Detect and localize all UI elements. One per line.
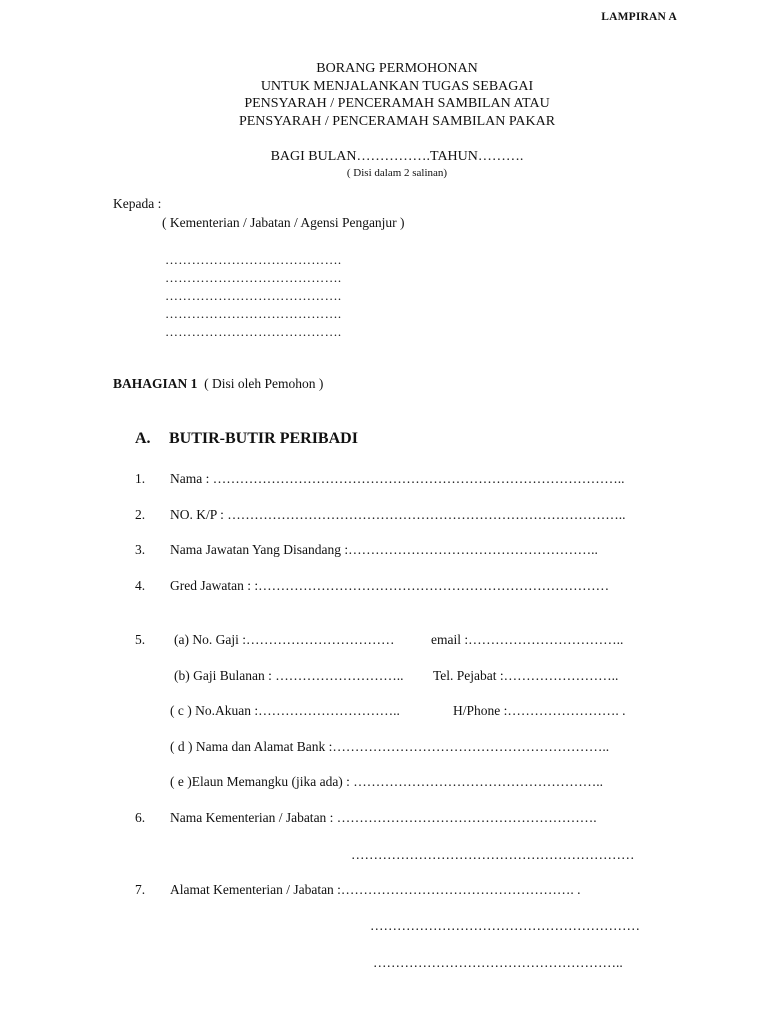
section-a-title: BUTIR-BUTIR PERIBADI [169,430,358,447]
address-blank-line[interactable]: …………………………………. [165,306,342,321]
title-line: UNTUK MENJALANKAN TUGAS SEBAGAI [260,78,534,94]
no-kp-field[interactable]: NO. K/P : …………………………………………………………………………….. [170,507,626,522]
alamat-kementerian-continuation[interactable]: ……………………………………………….. [373,955,623,970]
bank-field[interactable]: ( d ) Nama dan Alamat Bank :…………………………………………………….. [170,739,610,754]
month-year-line[interactable]: BAGI BULAN…………….TAHUN………. [270,149,524,164]
address-blank-lines [165,251,341,341]
bahagian-label: BAHAGIAN 1 [113,376,198,391]
item-number: 4. [135,578,146,593]
item-number: 2. [135,507,146,522]
nama-field[interactable]: Nama : ……………………………………………………………………………….. [170,471,625,486]
section-a-heading [135,430,358,448]
no-gaji-field[interactable]: (a) No. Gaji :…………………………… [174,632,395,647]
lampiran-label: LAMPIRAN A [601,11,677,23]
no-akuan-field[interactable]: ( c ) No.Akuan :………………………….. [170,703,400,718]
bahagian-note: ( Disi oleh Pemohon ) [204,376,324,391]
address-blank-line[interactable]: …………………………………. [165,288,342,303]
hphone-field[interactable]: H/Phone :……………………. . [453,703,626,718]
item-number: 6. [135,810,146,825]
elaun-memangku-field[interactable]: ( e )Elaun Memangku (jika ada) : ……………………………………………….. [170,774,604,789]
item-number: 3. [135,542,146,557]
email-field[interactable]: email :…………………………….. [431,632,624,647]
form-title [0,60,768,130]
gred-jawatan-field[interactable]: Gred Jawatan : :…………………………………………………………………… [170,578,610,593]
address-blank-line[interactable]: …………………………………. [165,252,342,267]
address-blank-line[interactable]: …………………………………. [165,324,342,339]
kepada-label: Kepada : [113,196,162,211]
copies-note: ( Disi dalam 2 salinan) [346,167,448,179]
kepada-subtitle: ( Kementerian / Jabatan / Agensi Penganjur ) [162,215,405,230]
nama-kementerian-field[interactable]: Nama Kementerian / Jabatan : …………………………………………………. [170,810,597,825]
item-number: 7. [135,882,146,897]
item-number: 5. [135,632,146,647]
section-heading-bahagian [113,376,323,392]
nama-kementerian-continuation[interactable]: ……………………………………………………… [351,847,635,862]
tel-pejabat-field[interactable]: Tel. Pejabat :…………………….. [433,668,619,683]
address-blank-line[interactable]: …………………………………. [165,270,342,285]
title-line: BORANG PERMOHONAN [316,61,478,76]
title-line: PENSYARAH / PENCERAMAH SAMBILAN ATAU [244,96,550,111]
item-number: 1. [135,471,146,486]
alamat-kementerian-continuation[interactable]: …………………………………………………… [370,918,640,933]
alamat-kementerian-field[interactable]: Alamat Kementerian / Jabatan :……………………………………………. . [170,882,581,897]
title-line: PENSYARAH / PENCERAMAH SAMBILAN PAKAR [238,113,556,129]
section-a-letter: A. [135,430,151,447]
nama-jawatan-field[interactable]: Nama Jawatan Yang Disandang :……………………………………………….. [170,542,598,557]
gaji-bulanan-field[interactable]: (b) Gaji Bulanan : ……………………….. [174,668,404,683]
